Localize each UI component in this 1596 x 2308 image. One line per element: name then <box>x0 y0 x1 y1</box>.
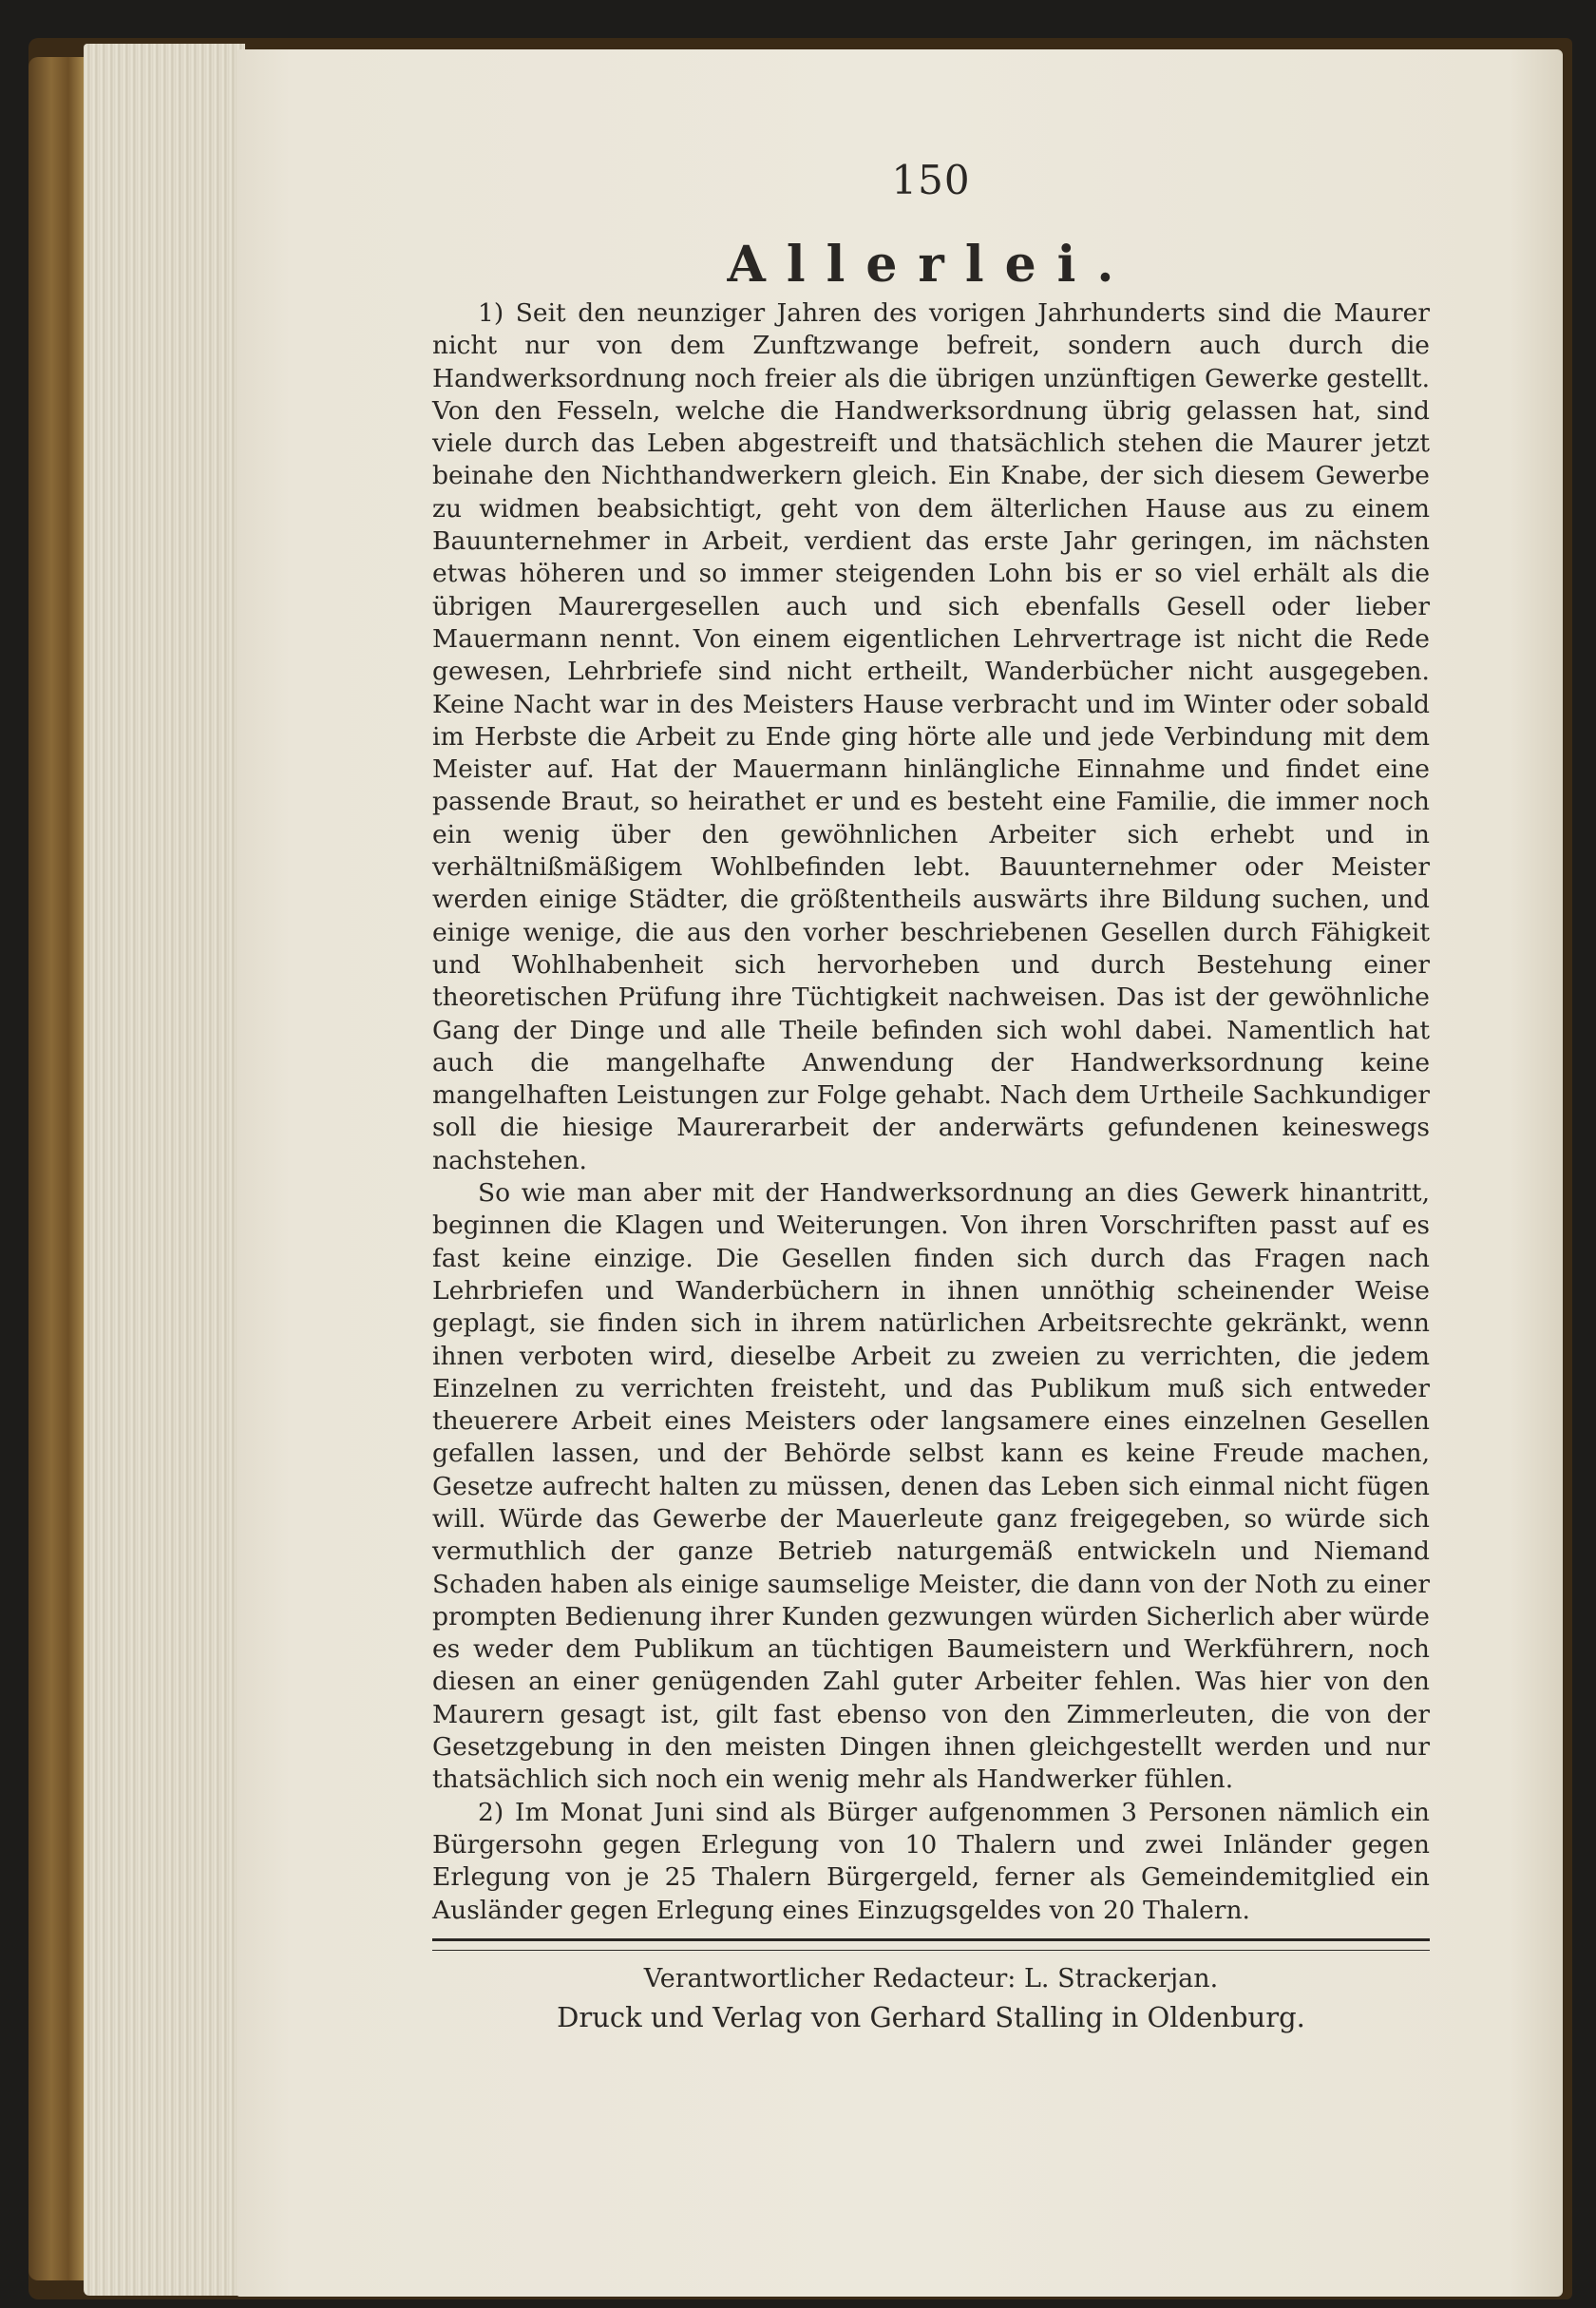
publisher-line: Druck und Verlag von Gerhard Stalling in Oldenburg. <box>557 2000 1305 2033</box>
section-heading: Allerlei. <box>727 236 1135 294</box>
page-stack <box>84 44 245 2296</box>
page-content <box>432 157 1430 2033</box>
book-cover-edge <box>28 57 86 2280</box>
page-number: 150 <box>891 157 971 203</box>
paragraph-3: 2) Im Monat Juni sind als Bürger aufgenommen 3 Personen nämlich ein Bürgersohn gegen Erlegung von 10 Thalern und zwei Inländer gegen Erlegung von je 25 Thalern Bürgergeld, ferner als Gemeindemitglied ein Ausländer gegen Erlegung eines Einzugsgeldes von 20 Thalern. <box>432 1797 1430 1925</box>
paragraph-1: 1) Seit den neunziger Jahren des vorigen Jahrhunderts sind die Maurer nicht nur von dem Zunftzwange befreit, sondern auch durch die Handwerksordnung noch freier als die übrigen unzünftigen Gewerke gestellt. Von den Fesseln, welche die Handwerksordnung übrig gelassen hat, sind viele durch das Leben abgestreift und thatsächlich stehen die Maurer jetzt beinahe den Nichthandwerkern gleich. Ein Knabe, der sich diesem Gewerbe zu widmen beabsichtigt, geht von dem älterlichen Hause aus zu einem Bauunternehmer in Arbeit, verdient das erste Jahr geringen, im nächsten etwas höheren und so immer steigenden Lohn bis er so viel erhält als die übrigen Maurergesellen auch und sich ebenfalls Gesell oder lieber Mauermann nennt. Von einem eigentlichen Lehrvertrage ist nicht die Rede gewesen, Lehrbriefe sind nicht ertheilt, Wanderbücher nicht ausgegeben. Keine Nacht war in des Meisters Hause verbracht und im Winter oder sobald im Herbste die Arbeit zu Ende ging hörte alle und jede Verbindung mit dem Meister auf. Hat der Mauermann hinlängliche Einnahme und findet eine passende Braut, so heirathet er und es besteht eine Familie, die immer noch ein wenig über den gewöhnlichen Arbeiter sich erhebt und in verhältnißmäßigem Wohlbefinden lebt. Bauunternehmer oder Meister werden einige Städter, die größtentheils auswärts ihre Bildung suchen, und einige wenige, die aus den vorher beschriebenen Gesellen durch Fähigkeit und Wohlhabenheit sich hervorheben und durch Bestehung einer theoretischen Prüfung ihre Tüchtigkeit nachweisen. Das ist der gewöhnliche Gang der Dinge und alle Theile befinden sich wohl dabei. Namentlich hat auch die mangelhafte Anwendung der Handwerksordnung keine mangelhaften Leistungen zur Folge gehabt. Nach dem Urtheile Sachkundiger soll die hiesige Maurerarbeit der anderwärts gefundenen keineswegs nachstehen. <box>432 298 1430 1175</box>
editor-line: Verantwortlicher Redacteur: L. Strackerjan. <box>643 1963 1219 1993</box>
footer-rule <box>432 1938 1430 1951</box>
paragraph-2: So wie man aber mit der Handwerksordnung an dies Gewerk hinantritt, beginnen die Klagen und Weiterungen. Von ihren Vorschriften passt auf es fast keine einzige. Die Gesellen finden sich durch das Fragen nach Lehrbriefen und Wanderbüchern in ihnen unnöthig scheinender Weise geplagt, sie finden sich in ihrem natürlichen Arbeitsrechte gekränkt, wenn ihnen verboten wird, dieselbe Arbeit zu zweien zu verrichten, die jedem Einzelnen zu verrichten freisteht, und das Publikum muß sich entweder theuerere Arbeit eines Meisters oder langsamere eines einzelnen Gesellen gefallen lassen, und der Behörde selbst kann es keine Freude machen, Gesetze aufrecht halten zu müssen, denen das Leben sich einmal nicht fügen will. Würde das Gewerbe der Mauerleute ganz freigegeben, so würde sich vermuthlich der ganze Betrieb naturgemäß entwickeln und Niemand Schaden haben als einige saumselige Meister, die dann von der Noth zu einer prompten Bedienung ihrer Kunden gezwungen würden Sicherlich aber würde es weder dem Publikum an tüchtigen Baumeistern und Werkführern, noch diesen an einer genügenden Zahl guter Arbeiter fehlen. Was hier von den Maurern gesagt ist, gilt fast ebenso von den Zimmerleuten, die von der Gesetzgebung in den meisten Dingen ihnen gleichgestellt werden und nur thatsächlich sich noch ein wenig mehr als Handwerker fühlen. <box>432 1178 1430 1795</box>
